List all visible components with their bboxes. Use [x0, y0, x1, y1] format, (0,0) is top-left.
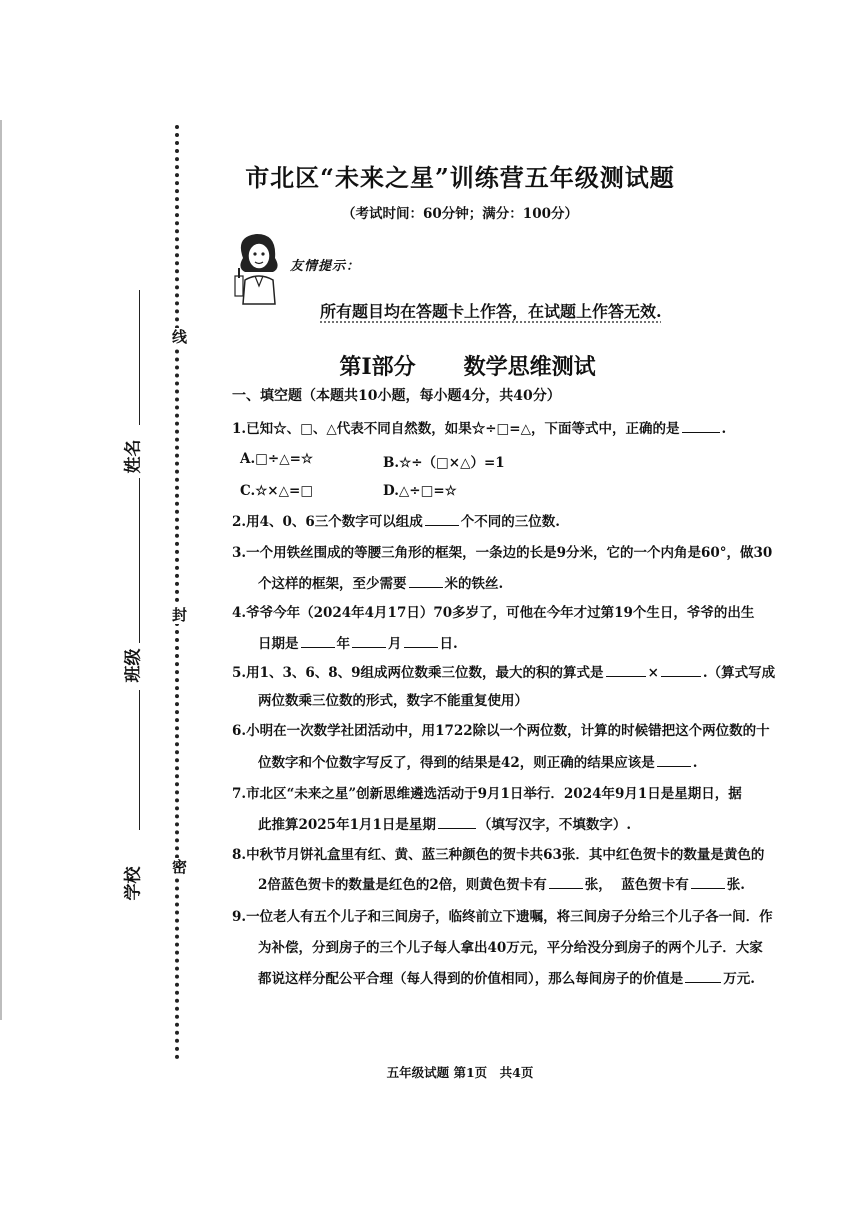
class-field-label: 班级 — [123, 648, 144, 683]
question-4-line-1: 4.爷爷今年（2024年4月17日）70多岁了，可他在今年才过第19个生日，爷爷的出生 — [232, 605, 755, 621]
class-field-line-lower — [139, 690, 140, 830]
answer-blank-year — [301, 633, 335, 648]
question-7-line-2: 此推算2025年1月1日是星期 （填写汉字，不填数字）. — [258, 814, 803, 835]
q1-option-d: D.△÷□=☆ — [383, 483, 457, 499]
answer-blank-yellow — [549, 874, 583, 889]
question-9-line-1: 9.一位老人有五个儿子和三间房子，临终前立下遗嘱，将三间房子分给三个儿子各一间．作 — [232, 909, 773, 925]
answer-blank — [606, 662, 646, 677]
question-3-line-2: 个这样的框架，至少需要 米的铁丝. — [258, 573, 803, 594]
answer-blank-month — [352, 633, 386, 648]
question-8-line-2: 2倍蓝色贺卡的数量是红色的2倍，则黄色贺卡有 张， 蓝色贺卡有 张. — [258, 874, 803, 895]
teacher-mascot-icon — [225, 228, 295, 308]
q1-option-b: B.☆÷（□×△）=1 — [383, 455, 505, 471]
page-title: 市北区“未来之星”训练营五年级测试题 — [245, 163, 675, 192]
section-name: 数学思维测试 — [463, 354, 596, 380]
question-9-line-3: 都说这样分配公平合理（每人得到的价值相同），那么每间房子的价值是 万元. — [258, 968, 803, 989]
question-7-line-1: 7.市北区“未来之星”创新思维遴选活动于9月1日举行．2024年9月1日是星期日，据 — [232, 786, 742, 802]
answer-blank-day — [404, 633, 438, 648]
page-edge — [0, 120, 2, 1020]
q1-option-c: C.☆×△=□ — [240, 483, 314, 499]
q1-option-a: A.□÷△=☆ — [240, 451, 314, 467]
question-2: 2.用4、0、6三个数字可以组成 个不同的三位数. — [232, 511, 777, 532]
binding-mark-xian: 线 — [172, 328, 188, 346]
binding-mark-mi: 密 — [172, 858, 188, 876]
section-title — [0, 350, 860, 381]
question-3-line-1: 3.一个用铁丝围成的等腰三角形的框架，一条边的长是9分米，它的一个内角是60°，做30 — [232, 545, 773, 561]
question-1: 1.已知☆、□、△代表不同自然数，如果☆÷□=△，下面等式中，正确的是 . — [232, 418, 777, 439]
answer-blank — [685, 968, 721, 983]
answer-blank — [682, 418, 720, 433]
question-6-line-2: 位数字和个位数字写反了，得到的结果是42，则正确的结果应该是 . — [258, 752, 803, 773]
answer-blank — [425, 511, 459, 526]
question-5-line-1: 5.用1、3、6、8、9组成两位数乘三位数，最大的积的算式是 × .（算式写成 — [232, 662, 777, 683]
fill-in-heading: 一、填空题（本题共10小题，每小题4分，共40分） — [232, 388, 561, 404]
binding-dotted-line — [175, 125, 179, 1060]
question-4-line-2: 日期是 年 月 日. — [258, 633, 803, 654]
school-field-label: 学校 — [123, 866, 144, 901]
class-field-line — [139, 608, 140, 643]
answer-blank — [438, 814, 476, 829]
page-footer: 五年级试题 第1页 共4页 — [386, 1065, 534, 1080]
section-part: 第Ⅰ部分 — [339, 354, 416, 380]
answer-sheet-notice: 所有题目均在答题卡上作答，在试题上作答无效. — [320, 302, 662, 321]
question-6-line-1: 6.小明在一次数学社团活动中，用1722除以一个两位数，计算的时候错把这个两位数的十 — [232, 723, 770, 739]
question-8-line-1: 8.中秋节月饼礼盒里有红、黄、蓝三种颜色的贺卡共63张．其中红色贺卡的数量是黄色的 — [232, 847, 765, 863]
tip-label: 友情提示： — [290, 259, 361, 274]
exam-info: （考试时间：60分钟；满分：100分） — [342, 206, 578, 222]
answer-blank — [657, 752, 691, 767]
answer-blank — [661, 662, 701, 677]
answer-blank-blue — [691, 874, 725, 889]
binding-mark-feng: 封 — [172, 606, 188, 624]
question-9-line-2: 为补偿，分到房子的三个儿子每人拿出40万元，平分给没分到房子的两个儿子．大家 — [258, 940, 763, 956]
name-field-label: 姓名 — [123, 439, 144, 474]
name-field-line-lower — [139, 478, 140, 628]
question-5-line-2: 两位数乘三位数的形式，数字不能重复使用） — [258, 693, 528, 709]
answer-blank — [409, 573, 443, 588]
